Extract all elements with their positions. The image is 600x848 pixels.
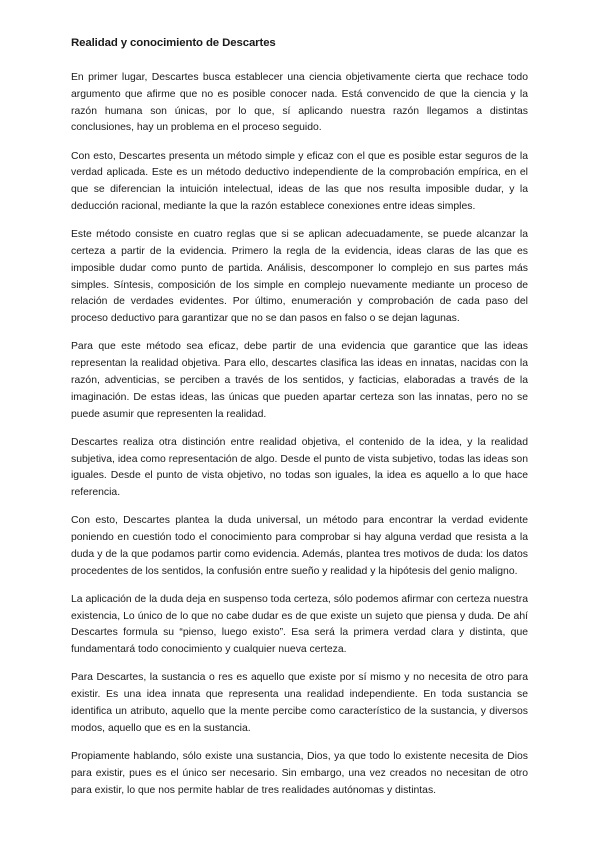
paragraph-1: En primer lugar, Descartes busca establecer una ciencia objetivamente cierta que rechace todo argumento que afirme que no es posible conocer nada. Está convencido de que la ciencia y la razón humana son únicas, por lo que, sí aplicando nuestra razón llegamos a distintas conclusiones, hay un problema en el proceso seguido. (71, 72, 528, 134)
paragraph-6: Con esto, Descartes plantea la duda universal, un método para encontrar la verdad evidente poniendo en cuestión todo el conocimiento para comprobar si hay alguna verdad que resista a la duda y de la que podamos partir como evidencia. Además, plantea tres motivos de duda: los datos procedentes de los sentidos, la confusión entre sueño y realidad y la hipótesis del genio maligno. (71, 515, 528, 577)
paragraph-8: Para Descartes, la sustancia o res es aquello que existe por sí mismo y no necesita de otro para existir. Es una idea innata que representa una realidad independiente. En toda sustancia se identifica un atributo, aquello que la mente percibe como característico de la sustancia, y diversos modos, aquello que es en la sustancia. (71, 672, 528, 734)
paragraph-5: Descartes realiza otra distinción entre realidad objetiva, el contenido de la idea, y la realidad subjetiva, idea como representación de algo. Desde el punto de vista subjetivo, todas las ideas son iguales. Desde el punto de vista objetivo, no todas son iguales, la idea es aquello a lo que hace referencia. (71, 436, 528, 499)
document-title: Realidad y conocimiento de Descartes (71, 37, 276, 49)
paragraph-9: Propiamente hablando, sólo existe una sustancia, Dios, ya que todo lo existente necesita de Dios para existir, pues es el único ser necesario. Sin embargo, una vez creados no necesitan de otro para existir, lo que nos permite hablar de tres realidades autónomas y distintas. (71, 751, 528, 796)
document-body (71, 70, 528, 811)
paragraph-3: Este método consiste en cuatro reglas que si se aplican adecuadamente, se puede alcanzar la certeza a partir de la evidencia. Primero la regla de la evidencia, ideas claras de las que es imposible dudar como punto de partida. Análisis, descomponer lo complejo en sus partes más simples. Síntesis, composición de los simple en complejo nuevamente mediante un proceso de relación de verdades evidentes. Por último, enumeración y comprobación de cada paso del proceso deductivo para garantizar que no se dan pasos en falso o se dejan lagunas. (71, 229, 528, 325)
paragraph-7: La aplicación de la duda deja en suspenso toda certeza, sólo podemos afirmar con certeza nuestra existencia, Lo único de lo que no cabe dudar es de que existe un sujeto que piensa y duda. De ahí Descartes formula su “pienso, luego existo”. Esa será la primera verdad clara y distinta, que fundamentará todo conocimiento y cualquier nueva certeza. (71, 593, 528, 656)
paragraph-2: Con esto, Descartes presenta un método simple y eficaz con el que es posible estar seguros de la verdad aplicada. Este es un método deductivo independiente de la comprobación empírica, en el que se diferencian la intuición intelectual, ideas de las que nos resulta imposible dudar, y la deducción racional, mediante la que la razón establece conexiones entre ideas simples. (71, 150, 528, 212)
paragraph-4: Para que este método sea eficaz, debe partir de una evidencia que garantice que las ideas representan la realidad objetiva. Para ello, descartes clasifica las ideas en innatas, nacidas con la razón, adventicias, se perciben a través de los sentidos, y facticias, elaboradas a través de la imaginación. De estas ideas, las únicas que pueden apartar certeza son las innatas, pero no se puede asumir que representen la realidad. (71, 341, 528, 420)
